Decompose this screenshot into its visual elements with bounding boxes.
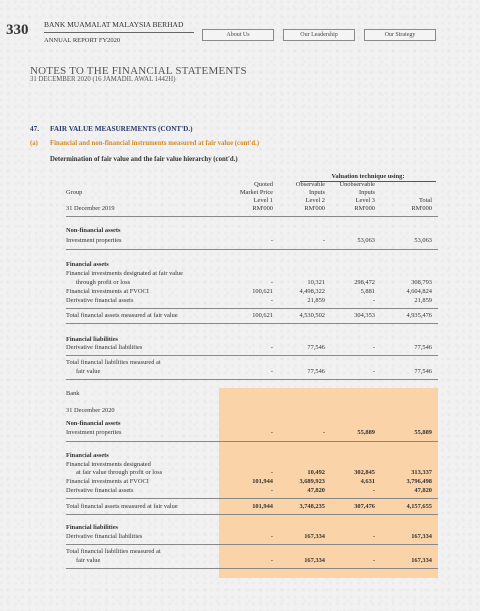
group-fvtpl-l3: 298,472 — [354, 279, 375, 286]
bank-derivliab-l1: - — [270, 533, 273, 540]
bank-fvoci-total: 3,796,498 — [406, 478, 432, 485]
col4-h3: Total — [418, 197, 432, 204]
bank-rule-3 — [66, 514, 438, 515]
bank-fvoci-label: Financial investments at FVOCI — [66, 478, 149, 485]
bank-rule-5 — [66, 568, 438, 569]
bank-rule-4 — [66, 544, 438, 545]
bank-fvtpl-l3: 302,845 — [354, 469, 375, 476]
group-invprop-l2: - — [322, 237, 325, 244]
group-label: Group — [66, 189, 83, 196]
group-totalfl-l2: 77,546 — [307, 368, 325, 375]
bank-totalfl-l3: - — [372, 557, 375, 564]
section-title: NOTES TO THE FINANCIAL STATEMENTS — [30, 65, 247, 77]
group-totalfl-line1: Total financial liabilities measured at — [66, 359, 161, 366]
bank-totalfa-total: 4,157,655 — [406, 503, 432, 510]
group-derivliab-total: 77,546 — [414, 344, 432, 351]
group-rule-5 — [66, 379, 438, 380]
bank-rule-1 — [66, 441, 438, 442]
bank-derivliab-total: 167,334 — [411, 533, 432, 540]
group-invprop-label: Investment properties — [66, 237, 122, 244]
group-deriv-label: Derivative financial assets — [66, 297, 134, 304]
col2-h3: Level 2 — [305, 197, 325, 204]
col3-h4: RM'000 — [354, 205, 375, 212]
company-name: BANK MUAMALAT MALAYSIA BERHAD — [44, 20, 184, 29]
group-totalfl-l3: - — [372, 368, 375, 375]
bank-invprop-l3: 55,889 — [357, 429, 375, 436]
bank-totalfl-label: fair value — [76, 557, 101, 564]
group-fvtpl-label: through profit or loss — [76, 279, 131, 286]
group-deriv-l3: - — [372, 297, 375, 304]
bank-finassets-head: Financial assets — [66, 452, 109, 459]
bank-finliab-head: Financial liabilities — [66, 524, 119, 531]
group-invprop-l1: - — [270, 237, 273, 244]
group-rule-4 — [66, 355, 438, 356]
group-fvtpl-l2: 10,321 — [307, 279, 325, 286]
col2-h4: RM'000 — [304, 205, 325, 212]
report-title: ANNUAL REPORT FY2020 — [44, 37, 121, 44]
group-totalfl-l1: - — [270, 368, 273, 375]
bank-totalfl-line1: Total financial liabilities measured at — [66, 548, 161, 555]
bank-rule-2 — [66, 498, 438, 499]
group-fvtpl-line1: Financial investments designated at fair value — [66, 270, 183, 277]
bank-fvoci-l1: 101,944 — [252, 478, 273, 485]
section-subtitle: 31 DECEMBER 2020 (16 JAMADIL AWAL 1442H) — [30, 76, 176, 83]
group-totalfa-total: 4,935,476 — [406, 312, 432, 319]
bank-date: 31 December 2020 — [66, 407, 115, 414]
bank-deriv-l2: 47,820 — [307, 487, 325, 494]
group-invprop-l3: 53,063 — [357, 237, 375, 244]
bank-derivliab-label: Derivative financial liabilities — [66, 533, 143, 540]
group-nonfin-head: Non-financial assets — [66, 227, 121, 234]
bank-derivliab-l3: - — [372, 533, 375, 540]
group-fvoci-label: Financial investments at FVOCI — [66, 288, 149, 295]
bank-invprop-total: 55,889 — [414, 429, 432, 436]
group-derivliab-l3: - — [372, 344, 375, 351]
bank-fvoci-l3: 4,631 — [360, 478, 375, 485]
group-deriv-l2: 21,859 — [307, 297, 325, 304]
col3-h3: Level 3 — [355, 197, 375, 204]
group-derivliab-label: Derivative financial liabilities — [66, 344, 143, 351]
col1-h3: Level 1 — [253, 197, 273, 204]
bank-deriv-label: Derivative financial assets — [66, 487, 134, 494]
col1-h4: RM'000 — [252, 205, 273, 212]
group-fvoci-l3: 5,881 — [360, 288, 375, 295]
determination-heading: Determination of fair value and the fair value hierarchy (cont'd.) — [50, 156, 238, 163]
group-totalfa-label: Total financial assets measured at fair value — [66, 312, 178, 319]
group-totalfa-l3: 304,353 — [354, 312, 375, 319]
bank-invprop-l2: - — [322, 429, 325, 436]
col3-h2: Inputs — [359, 189, 375, 196]
header-rule — [66, 216, 438, 217]
bank-invprop-label: Investment properties — [66, 429, 122, 436]
note-sub-letter: (a) — [30, 140, 38, 147]
bank-fvtpl-l2: 10,492 — [307, 469, 325, 476]
bank-totalfa-l3: 307,476 — [354, 503, 375, 510]
bank-fvtpl-l1: - — [270, 469, 273, 476]
bank-deriv-l1: - — [270, 487, 273, 494]
bank-fvoci-l2: 3,689,923 — [299, 478, 325, 485]
group-deriv-total: 21,859 — [414, 297, 432, 304]
nav-our-strategy-button[interactable]: Our Strategy — [364, 29, 436, 41]
bank-deriv-l3: - — [372, 487, 375, 494]
nav-our-leadership-button[interactable]: Our Leadership — [283, 29, 355, 41]
bank-totalfa-l1: 101,944 — [252, 503, 273, 510]
bank-fvtpl-line1: Financial investments designated — [66, 461, 151, 468]
bank-deriv-total: 47,820 — [414, 487, 432, 494]
group-deriv-l1: - — [270, 297, 273, 304]
group-rule-2 — [66, 308, 438, 309]
group-rule-1 — [66, 249, 438, 250]
bank-nonfin-head: Non-financial assets — [66, 420, 121, 427]
group-totalfl-total: 77,546 — [414, 368, 432, 375]
group-totalfa-l2: 4,530,502 — [299, 312, 325, 319]
note-number: 47. — [30, 125, 39, 133]
bank-derivliab-l2: 167,334 — [304, 533, 325, 540]
group-fvoci-l2: 4,498,322 — [299, 288, 325, 295]
col1-h2: Market Price — [239, 189, 273, 196]
group-fvoci-l1: 100,621 — [252, 288, 273, 295]
col1-h1: Quoted — [254, 181, 273, 188]
group-derivliab-l2: 77,546 — [307, 344, 325, 351]
note-title: FAIR VALUE MEASUREMENTS (CONT'D.) — [50, 125, 193, 133]
bank-label: Bank — [66, 390, 80, 397]
group-finliab-head: Financial liabilities — [66, 336, 119, 343]
page-number: 330 — [6, 22, 29, 38]
col2-h1: Observable — [295, 181, 325, 188]
group-derivliab-l1: - — [270, 344, 273, 351]
group-invprop-total: 53,063 — [414, 237, 432, 244]
nav-about-us-button[interactable]: About Us — [202, 29, 274, 41]
group-fvtpl-total: 308,793 — [411, 279, 432, 286]
bank-fvtpl-total: 313,337 — [411, 469, 432, 476]
note-subtitle: Financial and non-financial instruments measured at fair value (cont'd.) — [50, 140, 260, 147]
bank-totalfl-total: 167,334 — [411, 557, 432, 564]
bank-totalfa-label: Total financial assets measured at fair value — [66, 503, 178, 510]
bank-totalfa-l2: 3,748,235 — [299, 503, 325, 510]
bank-invprop-l1: - — [270, 429, 273, 436]
header-divider — [44, 32, 194, 33]
group-finassets-head: Financial assets — [66, 261, 109, 268]
group-rule-3 — [66, 323, 438, 324]
col4-h4: RM'000 — [411, 205, 432, 212]
group-totalfl-label: fair value — [76, 368, 101, 375]
valuation-header: Valuation technique using: — [331, 173, 405, 180]
bank-totalfl-l2: 167,334 — [304, 557, 325, 564]
group-totalfa-l1: 100,621 — [252, 312, 273, 319]
bank-totalfl-l1: - — [270, 557, 273, 564]
col2-h2: Inputs — [309, 189, 325, 196]
bank-fvtpl-label: at fair value through profit or loss — [76, 469, 163, 476]
group-fvtpl-l1: - — [270, 279, 273, 286]
col3-h1: Unobservable — [339, 181, 375, 188]
group-fvoci-total: 4,604,824 — [406, 288, 432, 295]
group-date: 31 December 2019 — [66, 205, 115, 212]
